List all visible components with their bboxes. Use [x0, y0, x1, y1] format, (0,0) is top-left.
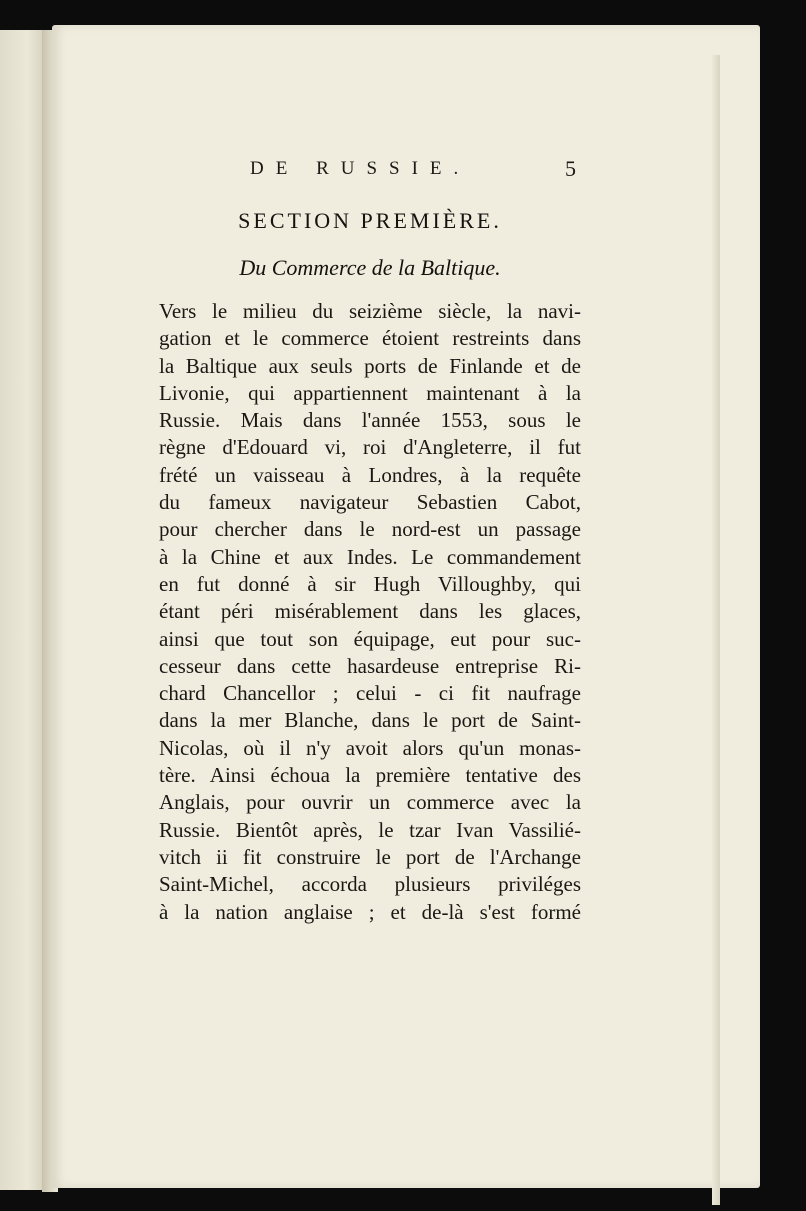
- text-line: à la nation anglaise ; et de-là s'est formé: [159, 899, 581, 924]
- text-line: chard Chancellor ; celui - ci fit naufrage: [159, 681, 581, 706]
- text-line: ainsi que tout son équipage, eut pour suc-: [159, 626, 581, 651]
- text-line: la Baltique aux seuls ports de Finlande et de: [159, 353, 581, 378]
- page-header: [250, 158, 580, 188]
- text-line: étant péri misérablement dans les glaces,: [159, 599, 581, 624]
- body-text: [159, 298, 581, 926]
- text-line: Russie. Bientôt après, le tzar Ivan Vassilié-: [159, 817, 581, 842]
- page-number: 5: [565, 156, 576, 181]
- text-line: vitch ii fit construire le port de l'Archange: [159, 844, 581, 869]
- section-subtitle: Du Commerce de la Baltique.: [239, 255, 501, 280]
- text-line: pour chercher dans le nord-est un passage: [159, 517, 581, 542]
- section-title: SECTION PREMIÈRE.: [238, 208, 502, 233]
- text-line: Russie. Mais dans l'année 1553, sous le: [159, 408, 581, 433]
- text-line: tère. Ainsi échoua la première tentative des: [159, 763, 581, 788]
- text-line: en fut donné à sir Hugh Villoughby, qui: [159, 571, 581, 596]
- text-line: cesseur dans cette hasardeuse entreprise Ri-: [159, 653, 581, 678]
- text-line: Livonie, qui appartiennent maintenant à la: [159, 380, 581, 405]
- text-line: à la Chine et aux Indes. Le commandement: [159, 544, 581, 569]
- running-head: DE RUSSIE.: [250, 158, 471, 179]
- text-line: frété un vaisseau à Londres, à la requête: [159, 462, 581, 487]
- text-line: Saint-Michel, accorda plusieurs priviléges: [159, 872, 581, 897]
- text-line: Anglais, pour ouvrir un commerce avec la: [159, 790, 581, 815]
- text-line: gation et le commerce étoient restreints dans: [159, 326, 581, 351]
- text-line: du fameux navigateur Sebastien Cabot,: [159, 490, 581, 515]
- text-line: Vers le milieu du seizième siècle, la navi-: [159, 299, 581, 323]
- text-line: règne d'Edouard vi, roi d'Angleterre, il fut: [159, 435, 581, 460]
- text-line: dans la mer Blanche, dans le port de Saint-: [159, 708, 581, 733]
- page-edge-shadow: [712, 55, 720, 1205]
- text-line: Nicolas, où il n'y avoit alors qu'un monas-: [159, 735, 581, 760]
